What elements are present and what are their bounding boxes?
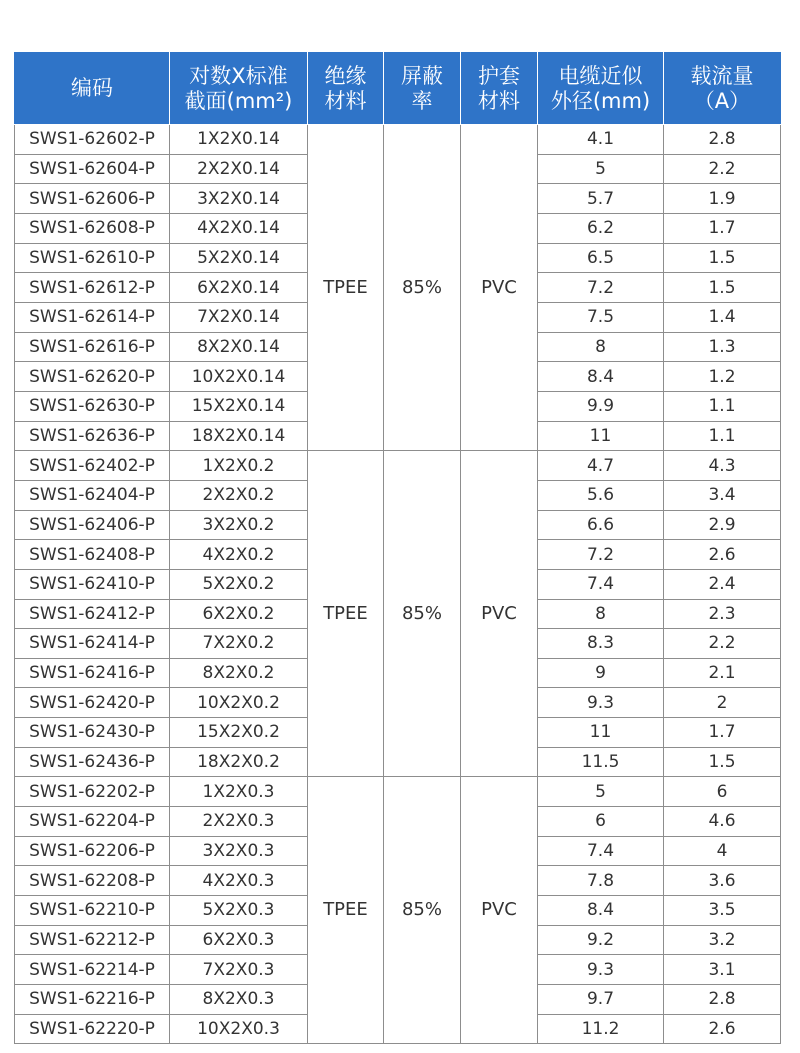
section-cell: 8X2X0.3: [170, 985, 308, 1015]
current-cell: 3.5: [664, 896, 781, 926]
current-cell: 1.7: [664, 213, 781, 243]
insulation-cell: TPEE: [308, 125, 384, 451]
code-cell: SWS1-62614-P: [15, 302, 170, 332]
section-cell: 10X2X0.3: [170, 1014, 308, 1044]
code-cell: SWS1-62630-P: [15, 391, 170, 421]
sheath-cell: PVC: [461, 451, 538, 777]
current-cell: 6: [664, 777, 781, 807]
code-cell: SWS1-62606-P: [15, 184, 170, 214]
current-cell: 1.4: [664, 302, 781, 332]
current-cell: 1.3: [664, 332, 781, 362]
header-diameter: [538, 53, 664, 125]
code-cell: SWS1-62214-P: [15, 955, 170, 985]
current-cell: 4.3: [664, 451, 781, 481]
section-cell: 15X2X0.14: [170, 391, 308, 421]
section-cell: 7X2X0.3: [170, 955, 308, 985]
current-cell: 1.5: [664, 273, 781, 303]
diameter-cell: 4.7: [538, 451, 664, 481]
code-cell: SWS1-62436-P: [15, 747, 170, 777]
section-cell: 18X2X0.14: [170, 421, 308, 451]
code-cell: SWS1-62212-P: [15, 925, 170, 955]
diameter-cell: 7.4: [538, 836, 664, 866]
diameter-cell: 8.4: [538, 896, 664, 926]
current-cell: 1.9: [664, 184, 781, 214]
header-sheath: [461, 53, 538, 125]
current-cell: 2.8: [664, 125, 781, 155]
code-cell: SWS1-62408-P: [15, 540, 170, 570]
diameter-cell: 9.2: [538, 925, 664, 955]
header-insulation-line: 材料: [324, 88, 367, 113]
code-cell: SWS1-62616-P: [15, 332, 170, 362]
section-cell: 5X2X0.2: [170, 569, 308, 599]
code-cell: SWS1-62410-P: [15, 569, 170, 599]
shield-cell: 85%: [384, 125, 461, 451]
header-section-line: 对数X标准: [189, 63, 288, 88]
current-cell: 1.1: [664, 421, 781, 451]
diameter-cell: 11: [538, 421, 664, 451]
header-diameter-line: 电缆近似: [558, 63, 643, 88]
table-body: [15, 125, 781, 1044]
code-cell: SWS1-62202-P: [15, 777, 170, 807]
section-cell: 15X2X0.2: [170, 718, 308, 748]
section-cell: 18X2X0.2: [170, 747, 308, 777]
diameter-cell: 11: [538, 718, 664, 748]
code-cell: SWS1-62220-P: [15, 1014, 170, 1044]
diameter-cell: 7.8: [538, 866, 664, 896]
code-cell: SWS1-62420-P: [15, 688, 170, 718]
section-cell: 5X2X0.3: [170, 896, 308, 926]
current-cell: 3.1: [664, 955, 781, 985]
header-sheath-line: 材料: [478, 88, 520, 113]
header-current-line: 载流量: [690, 63, 754, 88]
diameter-cell: 5: [538, 154, 664, 184]
diameter-cell: 7.5: [538, 302, 664, 332]
current-cell: 1.1: [664, 391, 781, 421]
diameter-cell: 8.4: [538, 362, 664, 392]
diameter-cell: 8: [538, 332, 664, 362]
code-cell: SWS1-62412-P: [15, 599, 170, 629]
section-cell: 1X2X0.2: [170, 451, 308, 481]
diameter-cell: 7.2: [538, 273, 664, 303]
diameter-cell: 9.9: [538, 391, 664, 421]
header-code: [15, 53, 170, 125]
header-current: [664, 53, 781, 125]
code-cell: SWS1-62620-P: [15, 362, 170, 392]
section-cell: 4X2X0.3: [170, 866, 308, 896]
section-cell: 1X2X0.14: [170, 125, 308, 155]
current-cell: 2.1: [664, 658, 781, 688]
current-cell: 3.4: [664, 480, 781, 510]
current-cell: 3.6: [664, 866, 781, 896]
section-cell: 10X2X0.14: [170, 362, 308, 392]
diameter-cell: 8: [538, 599, 664, 629]
section-cell: 6X2X0.2: [170, 599, 308, 629]
code-cell: SWS1-62416-P: [15, 658, 170, 688]
section-cell: 4X2X0.2: [170, 540, 308, 570]
header-section-line: 截面(mm²): [184, 88, 293, 113]
section-cell: 3X2X0.3: [170, 836, 308, 866]
header-shield-line: 率: [411, 88, 433, 113]
current-cell: 1.5: [664, 747, 781, 777]
section-cell: 7X2X0.2: [170, 629, 308, 659]
code-cell: SWS1-62414-P: [15, 629, 170, 659]
section-cell: 8X2X0.2: [170, 658, 308, 688]
section-cell: 6X2X0.3: [170, 925, 308, 955]
insulation-cell: TPEE: [308, 451, 384, 777]
header-shield-line: 屏蔽: [401, 63, 443, 88]
diameter-cell: 6.5: [538, 243, 664, 273]
current-cell: 1.5: [664, 243, 781, 273]
section-cell: 2X2X0.3: [170, 807, 308, 837]
current-cell: 4.6: [664, 807, 781, 837]
current-cell: 2.6: [664, 1014, 781, 1044]
section-cell: 3X2X0.2: [170, 510, 308, 540]
header-current-line: （A）: [693, 88, 751, 113]
code-cell: SWS1-62612-P: [15, 273, 170, 303]
code-cell: SWS1-62610-P: [15, 243, 170, 273]
current-cell: 1.2: [664, 362, 781, 392]
current-cell: 2: [664, 688, 781, 718]
header-insulation-line: 绝缘: [324, 63, 367, 88]
current-cell: 2.9: [664, 510, 781, 540]
section-cell: 2X2X0.2: [170, 480, 308, 510]
table-header: [15, 53, 781, 125]
table-row: [15, 777, 781, 807]
current-cell: 1.7: [664, 718, 781, 748]
diameter-cell: 9: [538, 658, 664, 688]
diameter-cell: 11.5: [538, 747, 664, 777]
section-cell: 4X2X0.14: [170, 213, 308, 243]
section-cell: 10X2X0.2: [170, 688, 308, 718]
code-cell: SWS1-62210-P: [15, 896, 170, 926]
diameter-cell: 8.3: [538, 629, 664, 659]
section-cell: 3X2X0.14: [170, 184, 308, 214]
header-diameter-line: 外径(mm): [550, 88, 651, 113]
current-cell: 2.4: [664, 569, 781, 599]
code-cell: SWS1-62208-P: [15, 866, 170, 896]
diameter-cell: 7.4: [538, 569, 664, 599]
header-code-line: 编码: [71, 76, 113, 100]
current-cell: 2.2: [664, 629, 781, 659]
diameter-cell: 11.2: [538, 1014, 664, 1044]
diameter-cell: 6.6: [538, 510, 664, 540]
diameter-cell: 9.3: [538, 955, 664, 985]
sheath-cell: PVC: [461, 125, 538, 451]
code-cell: SWS1-62206-P: [15, 836, 170, 866]
header-section: [170, 53, 308, 125]
current-cell: 4: [664, 836, 781, 866]
code-cell: SWS1-62406-P: [15, 510, 170, 540]
code-cell: SWS1-62404-P: [15, 480, 170, 510]
table-row: [15, 451, 781, 481]
diameter-cell: 4.1: [538, 125, 664, 155]
current-cell: 2.3: [664, 599, 781, 629]
current-cell: 2.6: [664, 540, 781, 570]
current-cell: 3.2: [664, 925, 781, 955]
header-insulation: [308, 53, 384, 125]
diameter-cell: 6: [538, 807, 664, 837]
section-cell: 8X2X0.14: [170, 332, 308, 362]
section-cell: 7X2X0.14: [170, 302, 308, 332]
section-cell: 1X2X0.3: [170, 777, 308, 807]
code-cell: SWS1-62602-P: [15, 125, 170, 155]
sheath-cell: PVC: [461, 777, 538, 1044]
code-cell: SWS1-62604-P: [15, 154, 170, 184]
current-cell: 2.8: [664, 985, 781, 1015]
header-sheath-line: 护套: [478, 63, 520, 88]
current-cell: 2.2: [664, 154, 781, 184]
diameter-cell: 9.3: [538, 688, 664, 718]
code-cell: SWS1-62430-P: [15, 718, 170, 748]
section-cell: 5X2X0.14: [170, 243, 308, 273]
code-cell: SWS1-62402-P: [15, 451, 170, 481]
diameter-cell: 7.2: [538, 540, 664, 570]
diameter-cell: 6.2: [538, 213, 664, 243]
section-cell: 2X2X0.14: [170, 154, 308, 184]
header-shield: [384, 53, 461, 125]
code-cell: SWS1-62216-P: [15, 985, 170, 1015]
diameter-cell: 5.7: [538, 184, 664, 214]
code-cell: SWS1-62608-P: [15, 213, 170, 243]
table-row: [15, 125, 781, 155]
cable-spec-table: [14, 52, 781, 1044]
header-row: [15, 53, 781, 125]
code-cell: SWS1-62204-P: [15, 807, 170, 837]
diameter-cell: 5.6: [538, 480, 664, 510]
shield-cell: 85%: [384, 777, 461, 1044]
diameter-cell: 9.7: [538, 985, 664, 1015]
shield-cell: 85%: [384, 451, 461, 777]
insulation-cell: TPEE: [308, 777, 384, 1044]
section-cell: 6X2X0.14: [170, 273, 308, 303]
diameter-cell: 5: [538, 777, 664, 807]
code-cell: SWS1-62636-P: [15, 421, 170, 451]
